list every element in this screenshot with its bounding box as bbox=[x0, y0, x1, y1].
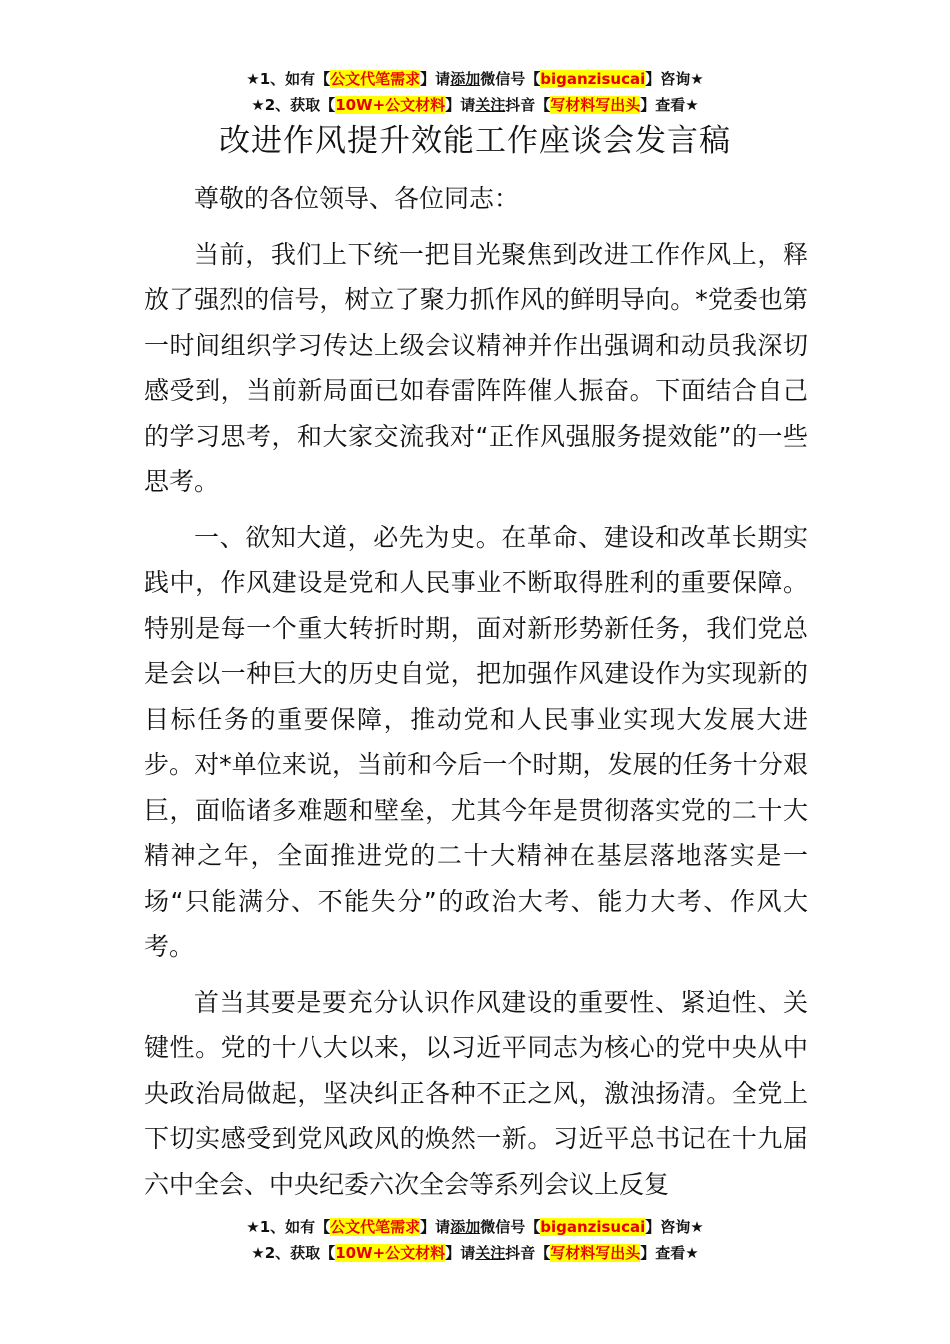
paragraph-3: 首当其要是要充分认识作风建设的重要性、紧迫性、关键性。党的十八大以来，以习近平同志为核心的党中央从中央政治局做起，坚决纠正各种不正之风，激浊扬清。全党上下切实感受到党风政风的焕然一新。习近平总书记在十九届六中全会、中央纪委六次全会等系列会议上反复 bbox=[144, 987, 808, 1199]
highlight-wechat-id: biganzisucai bbox=[540, 70, 646, 88]
document-body bbox=[144, 176, 808, 1207]
highlight-service: 公文代笔需求 bbox=[330, 1218, 421, 1236]
underlined-add: 添加 bbox=[450, 70, 481, 88]
promo-line-1: ★1、如有【公文代笔需求】请添加微信号【biganzisucai】咨询★ bbox=[246, 1218, 704, 1236]
promo-banner-top bbox=[0, 66, 950, 118]
highlight-service: 公文代笔需求 bbox=[330, 70, 421, 88]
underlined-follow: 关注 bbox=[475, 1244, 506, 1262]
paragraph-1: 当前，我们上下统一把目光聚焦到改进工作作风上，释放了强烈的信号，树立了聚力抓作风的鲜明导向。*党委也第一时间组织学习传达上级会议精神并作出强调和动员我深切感受到，当前新局面已如春雷阵阵催人振奋。下面结合自己的学习思考，和大家交流我对“正作风强服务提效能”的一些思考。 bbox=[144, 239, 808, 496]
document-title: 改进作风提升效能工作座谈会发言稿 bbox=[219, 123, 731, 159]
promo-banner-bottom bbox=[0, 1214, 950, 1266]
highlight-materials: 10W+公文材料 bbox=[335, 1244, 446, 1262]
salutation: 尊敬的各位领导、各位同志： bbox=[194, 184, 520, 213]
underlined-follow: 关注 bbox=[475, 96, 506, 114]
promo-line-2: ★2、获取【10W+公文材料】请关注抖音【写材料写出头】查看★ bbox=[251, 1244, 699, 1262]
promo-line-1: ★1、如有【公文代笔需求】请添加微信号【biganzisucai】咨询★ bbox=[246, 70, 704, 88]
highlight-douyin: 写材料写出头 bbox=[550, 1244, 641, 1262]
paragraph-2: 一、欲知大道，必先为史。在革命、建设和改革长期实践中，作风建设是党和人民事业不断取得胜利的重要保障。特别是每一个重大转折时期，面对新形势新任务，我们党总是会以一种巨大的历史自觉，把加强作风建设作为实现新的目标任务的重要保障，推动党和人民事业实现大发展大进步。对*单位来说，当前和今后一个时期，发展的任务十分艰巨，面临诸多难题和壁垒，尤其今年是贯彻落实党的二十大精神之年，全面推进党的二十大精神在基层落地落实是一场“只能满分、不能失分”的政治大考、能力大考、作风大考。 bbox=[144, 522, 808, 961]
highlight-douyin: 写材料写出头 bbox=[550, 96, 641, 114]
highlight-materials: 10W+公文材料 bbox=[335, 96, 446, 114]
highlight-wechat-id: biganzisucai bbox=[540, 1218, 646, 1236]
promo-line-2: ★2、获取【10W+公文材料】请关注抖音【写材料写出头】查看★ bbox=[251, 96, 699, 114]
underlined-add: 添加 bbox=[450, 1218, 481, 1236]
